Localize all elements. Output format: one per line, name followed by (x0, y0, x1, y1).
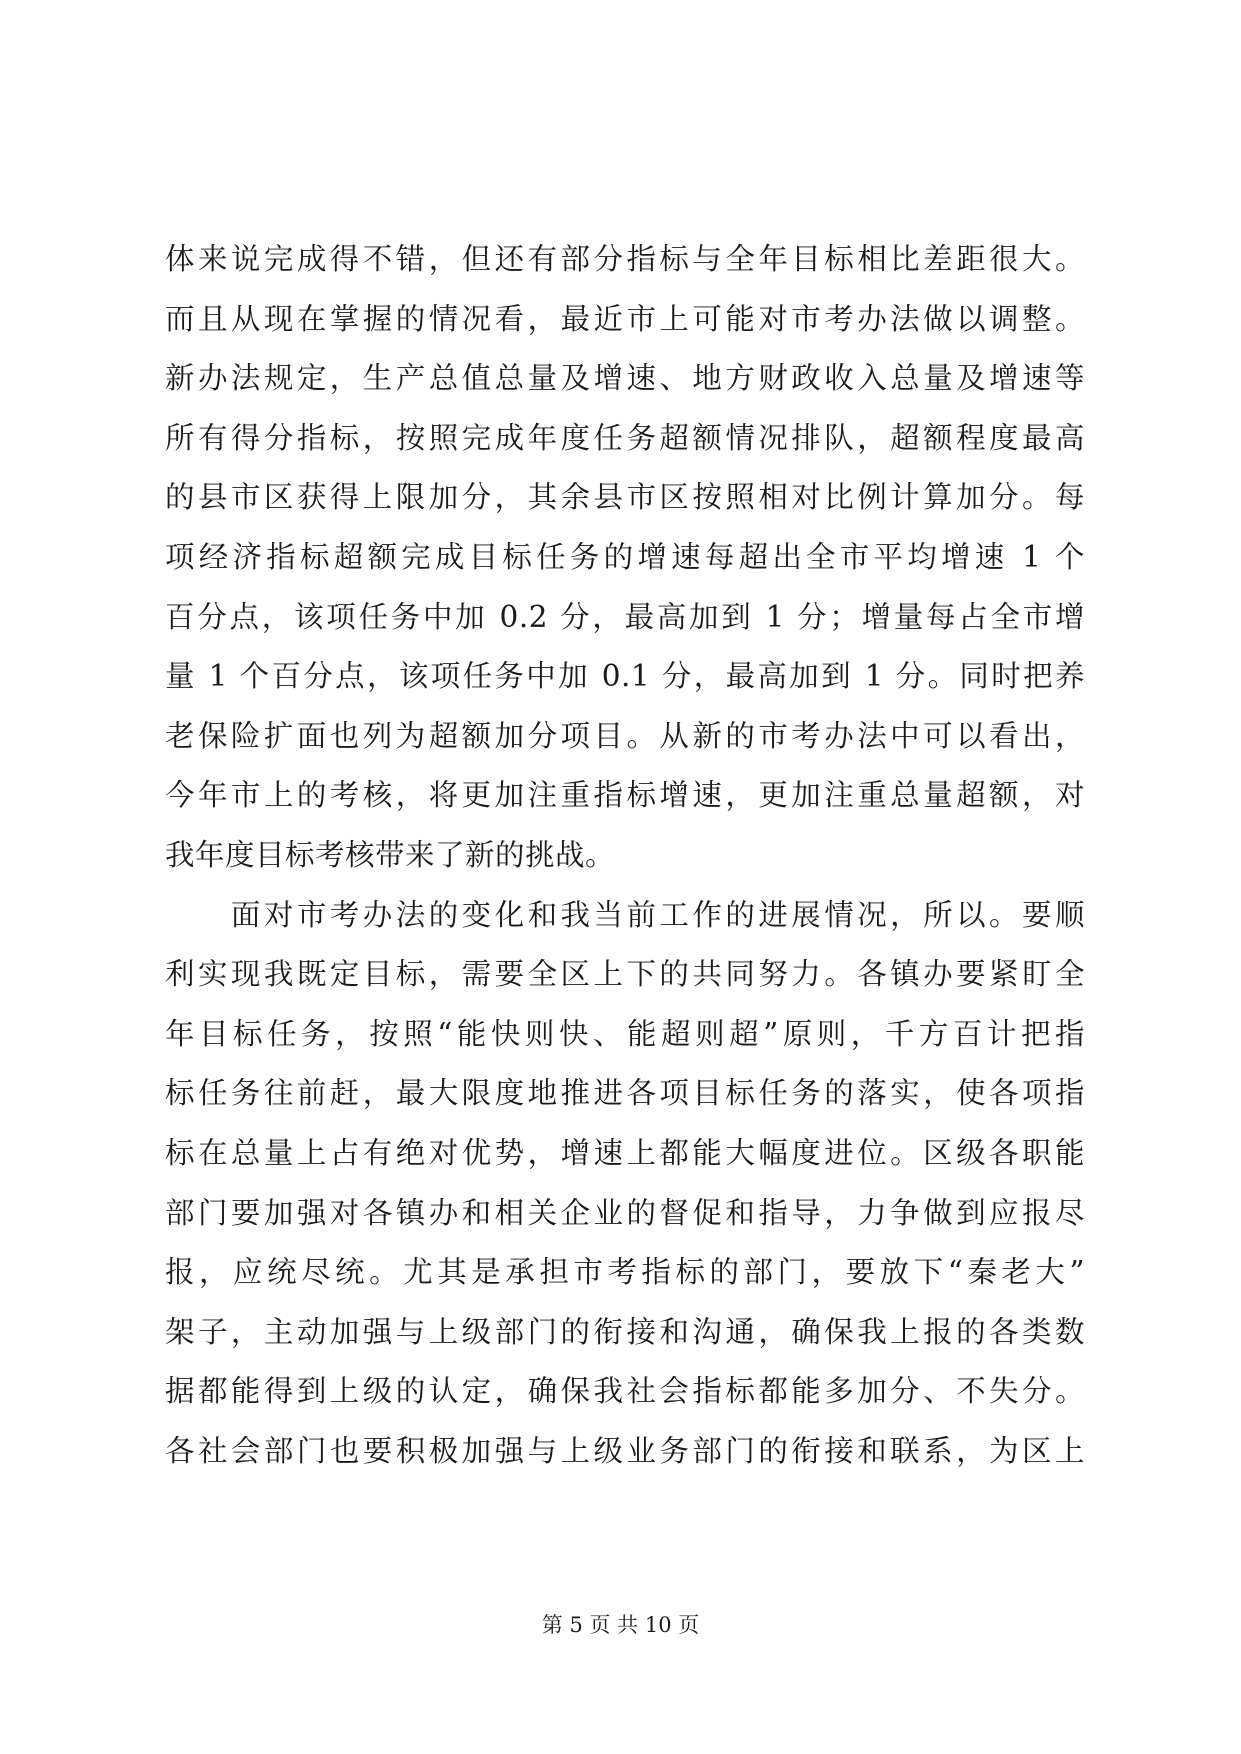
text-line: 标在总量上占有绝对优势，增速上都能大幅度进位。区级各职能 (165, 1135, 1085, 1170)
text-line: 的县市区获得上限加分，其余县市区按照相对比例计算加分。每 (165, 480, 1085, 515)
text-line: 报，应统尽统。尤其是承担市考指标的部门，要放下“秦老大” (165, 1255, 1085, 1290)
page-number-footer: 第 5 页 共 10 页 (541, 1613, 700, 1637)
text-line: 各社会部门也要积极加强与上级业务部门的衔接和联系，为区上 (165, 1433, 1085, 1468)
text-line: 量 1 个百分点，该项任务中加 0.1 分，最高加到 1 分。同时把养 (165, 659, 1085, 694)
body-text (165, 230, 1085, 1481)
text-line: 所有得分指标，按照完成年度任务超额情况排队，超额程度最高 (165, 420, 1085, 455)
text-line: 老保险扩面也列为超额加分项目。从新的市考办法中可以看出， (165, 718, 1085, 753)
text-line: 而且从现在掌握的情况看，最近市上可能对市考办法做以调整。 (165, 301, 1085, 336)
text-line: 面对市考办法的变化和我当前工作的进展情况，所以。要顺 (165, 897, 1085, 932)
text-line: 标任务往前赶，最大限度地推进各项目标任务的落实，使各项指 (165, 1076, 1085, 1111)
text-line: 我年度目标考核带来了新的挑战。 (165, 837, 616, 872)
text-line: 年目标任务，按照“能快则快、能超则超”原则，千方百计把指 (165, 1016, 1085, 1051)
text-line: 部门要加强对各镇办和相关企业的督促和指导，力争做到应报尽 (165, 1195, 1085, 1230)
text-line: 百分点，该项任务中加 0.2 分，最高加到 1 分；增量每占全市增 (165, 599, 1085, 634)
text-line: 利实现我既定目标，需要全区上下的共同努力。各镇办要紧盯全 (165, 957, 1085, 992)
text-line: 新办法规定，生产总值总量及增速、地方财政收入总量及增速等 (165, 361, 1085, 396)
text-line: 项经济指标超额完成目标任务的增速每超出全市平均增速 1 个 (165, 539, 1085, 574)
text-line: 体来说完成得不错，但还有部分指标与全年目标相比差距很大。 (165, 242, 1085, 276)
text-line: 据都能得到上级的认定，确保我社会指标都能多加分、不失分。 (165, 1374, 1085, 1409)
text-line: 架子，主动加强与上级部门的衔接和沟通，确保我上报的各类数 (165, 1314, 1085, 1349)
text-line: 今年市上的考核，将更加注重指标增速，更加注重总量超额，对 (165, 778, 1085, 813)
